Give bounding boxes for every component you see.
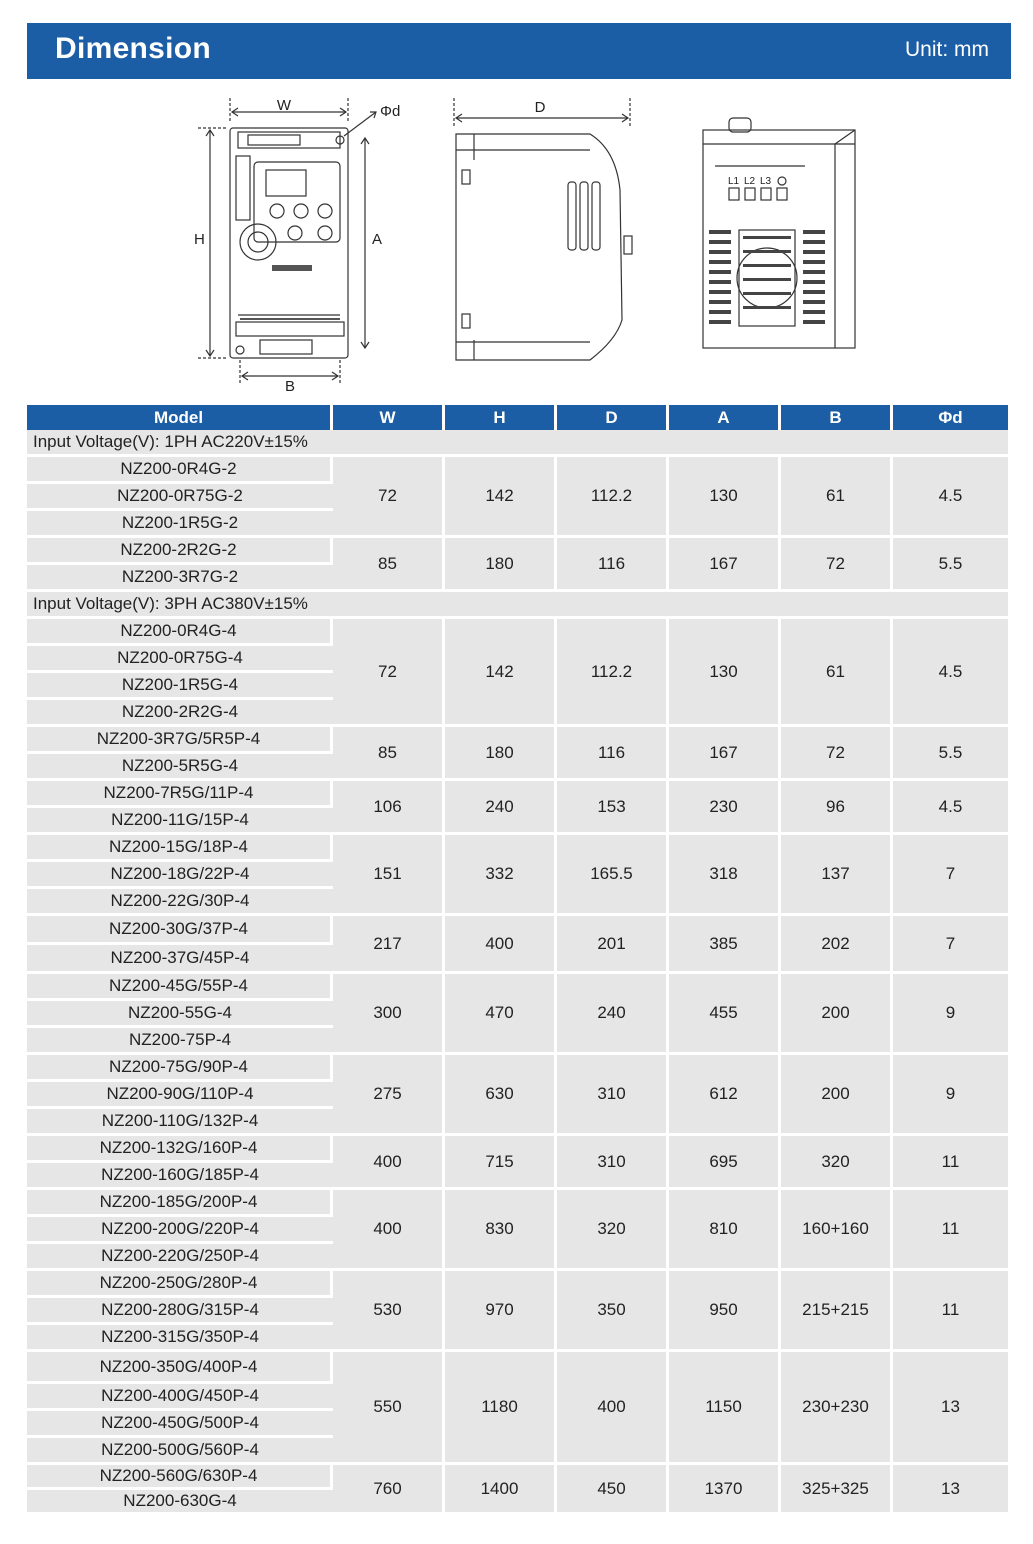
front-view-drawing [180,90,410,395]
value-cell-a: 612 [669,1055,781,1136]
model-cell: NZ200-90G/110P-4 [27,1082,333,1109]
table-row [27,457,1008,484]
table-row [27,1136,1008,1163]
value-cell-d: 320 [557,1190,669,1271]
value-cell-d: 201 [557,916,669,974]
value-cell-w: 106 [333,781,445,835]
value-cell-phid: 11 [893,1136,1008,1190]
column-header-a: A [669,405,781,430]
l1-label: L1 [728,176,740,187]
value-cell-h: 715 [445,1136,557,1190]
value-cell-d: 310 [557,1136,669,1190]
model-cell: NZ200-1R5G-4 [27,673,333,700]
model-cell: NZ200-18G/22P-4 [27,862,333,889]
value-cell-w: 400 [333,1136,445,1190]
value-cell-d: 112.2 [557,619,669,727]
value-cell-phid: 13 [893,1465,1008,1515]
model-cell: NZ200-15G/18P-4 [27,835,333,862]
value-cell-phid: 11 [893,1271,1008,1352]
value-cell-phid: 13 [893,1352,1008,1465]
value-cell-phid: 4.5 [893,619,1008,727]
dimension-drawings [0,90,1033,400]
table-row [27,1465,1008,1490]
value-cell-h: 332 [445,835,557,916]
model-cell: NZ200-75P-4 [27,1028,333,1055]
model-cell: NZ200-630G-4 [27,1490,333,1515]
model-cell: NZ200-185G/200P-4 [27,1190,333,1217]
value-cell-b: 202 [781,916,893,974]
value-cell-d: 450 [557,1465,669,1515]
value-cell-h: 970 [445,1271,557,1352]
value-cell-phid: 4.5 [893,457,1008,538]
value-cell-phid: 4.5 [893,781,1008,835]
value-cell-w: 550 [333,1352,445,1465]
value-cell-a: 1150 [669,1352,781,1465]
value-cell-a: 810 [669,1190,781,1271]
l3-label: L3 [760,176,772,187]
value-cell-a: 230 [669,781,781,835]
title-banner [27,23,1011,79]
value-cell-phid: 7 [893,835,1008,916]
model-cell: NZ200-37G/45P-4 [27,945,333,974]
table-row [27,1352,1008,1384]
value-cell-phid: 7 [893,916,1008,974]
table-row [27,974,1008,1001]
model-cell: NZ200-500G/560P-4 [27,1438,333,1465]
model-cell: NZ200-2R2G-4 [27,700,333,727]
value-cell-h: 240 [445,781,557,835]
table-row [27,1055,1008,1082]
model-cell: NZ200-3R7G/5R5P-4 [27,727,333,754]
value-cell-a: 1370 [669,1465,781,1515]
value-cell-d: 116 [557,538,669,592]
value-cell-b: 61 [781,457,893,538]
table-row [27,619,1008,646]
model-cell: NZ200-220G/250P-4 [27,1244,333,1271]
value-cell-b: 160+160 [781,1190,893,1271]
model-cell: NZ200-5R5G-4 [27,754,333,781]
table-header-row [27,405,1008,430]
dimension-table [27,405,1008,1515]
table-row [27,538,1008,565]
model-cell: NZ200-250G/280P-4 [27,1271,333,1298]
model-cell: NZ200-30G/37P-4 [27,916,333,945]
section-row [27,592,1008,619]
model-cell: NZ200-200G/220P-4 [27,1217,333,1244]
model-cell: NZ200-75G/90P-4 [27,1055,333,1082]
value-cell-b: 137 [781,835,893,916]
model-cell: NZ200-55G-4 [27,1001,333,1028]
model-cell: NZ200-11G/15P-4 [27,808,333,835]
value-cell-h: 1400 [445,1465,557,1515]
value-cell-w: 85 [333,538,445,592]
model-cell: NZ200-0R4G-4 [27,619,333,646]
column-header-b: B [781,405,893,430]
model-cell: NZ200-22G/30P-4 [27,889,333,916]
table-body [27,430,1008,1515]
value-cell-phid: 9 [893,974,1008,1055]
value-cell-d: 165.5 [557,835,669,916]
a-label: A [372,231,383,248]
value-cell-w: 300 [333,974,445,1055]
column-header-w: W [333,405,445,430]
value-cell-phid: 5.5 [893,538,1008,592]
value-cell-phid: 9 [893,1055,1008,1136]
value-cell-d: 240 [557,974,669,1055]
table-row [27,781,1008,808]
value-cell-a: 130 [669,619,781,727]
value-cell-a: 455 [669,974,781,1055]
model-cell: NZ200-0R75G-2 [27,484,333,511]
value-cell-d: 153 [557,781,669,835]
value-cell-b: 215+215 [781,1271,893,1352]
model-cell: NZ200-3R7G-2 [27,565,333,592]
value-cell-b: 200 [781,1055,893,1136]
value-cell-d: 116 [557,727,669,781]
model-cell: NZ200-0R75G-4 [27,646,333,673]
phid-label: Φd [380,103,401,120]
model-cell: NZ200-7R5G/11P-4 [27,781,333,808]
value-cell-w: 760 [333,1465,445,1515]
value-cell-w: 400 [333,1190,445,1271]
value-cell-w: 72 [333,457,445,538]
value-cell-w: 275 [333,1055,445,1136]
value-cell-h: 180 [445,538,557,592]
value-cell-a: 130 [669,457,781,538]
column-header-model: Model [27,405,333,430]
value-cell-phid: 11 [893,1190,1008,1271]
model-cell: NZ200-160G/185P-4 [27,1163,333,1190]
value-cell-d: 350 [557,1271,669,1352]
bottom-view-drawing [695,110,865,360]
value-cell-b: 96 [781,781,893,835]
d-label: D [534,99,546,116]
value-cell-b: 61 [781,619,893,727]
value-cell-phid: 5.5 [893,727,1008,781]
page-title: Dimension [55,32,212,65]
value-cell-h: 630 [445,1055,557,1136]
value-cell-h: 400 [445,916,557,974]
value-cell-b: 72 [781,538,893,592]
table-row [27,1190,1008,1217]
h-label: H [194,231,205,248]
table-row [27,727,1008,754]
column-header-d: D [557,405,669,430]
table-row [27,835,1008,862]
value-cell-b: 72 [781,727,893,781]
value-cell-h: 142 [445,619,557,727]
value-cell-d: 112.2 [557,457,669,538]
value-cell-a: 695 [669,1136,781,1190]
model-cell: NZ200-450G/500P-4 [27,1411,333,1438]
value-cell-h: 142 [445,457,557,538]
value-cell-w: 85 [333,727,445,781]
model-cell: NZ200-2R2G-2 [27,538,333,565]
b-label: B [284,378,296,395]
model-cell: NZ200-280G/315P-4 [27,1298,333,1325]
value-cell-d: 400 [557,1352,669,1465]
value-cell-b: 200 [781,974,893,1055]
column-header-phid: Φd [893,405,1008,430]
value-cell-h: 470 [445,974,557,1055]
model-cell: NZ200-400G/450P-4 [27,1384,333,1411]
w-label: W [276,97,292,114]
table-row [27,1271,1008,1298]
value-cell-b: 230+230 [781,1352,893,1465]
value-cell-a: 950 [669,1271,781,1352]
model-cell: NZ200-350G/400P-4 [27,1352,333,1384]
section-label: Input Voltage(V): 3PH AC380V±15% [27,592,1008,619]
model-cell: NZ200-45G/55P-4 [27,974,333,1001]
value-cell-d: 310 [557,1055,669,1136]
value-cell-w: 151 [333,835,445,916]
value-cell-b: 325+325 [781,1465,893,1515]
side-view-drawing [440,90,640,380]
value-cell-b: 320 [781,1136,893,1190]
l2-label: L2 [744,176,756,187]
value-cell-w: 530 [333,1271,445,1352]
section-label: Input Voltage(V): 1PH AC220V±15% [27,430,1008,457]
value-cell-a: 318 [669,835,781,916]
value-cell-w: 72 [333,619,445,727]
model-cell: NZ200-1R5G-2 [27,511,333,538]
model-cell: NZ200-132G/160P-4 [27,1136,333,1163]
model-cell: NZ200-110G/132P-4 [27,1109,333,1136]
value-cell-a: 385 [669,916,781,974]
value-cell-w: 217 [333,916,445,974]
model-cell: NZ200-315G/350P-4 [27,1325,333,1352]
value-cell-a: 167 [669,538,781,592]
unit-label: Unit: mm [905,38,989,61]
value-cell-a: 167 [669,727,781,781]
model-cell: NZ200-560G/630P-4 [27,1465,333,1490]
section-row [27,430,1008,457]
table-row [27,916,1008,945]
value-cell-h: 180 [445,727,557,781]
value-cell-h: 830 [445,1190,557,1271]
column-header-h: H [445,405,557,430]
model-cell: NZ200-0R4G-2 [27,457,333,484]
value-cell-h: 1180 [445,1352,557,1465]
